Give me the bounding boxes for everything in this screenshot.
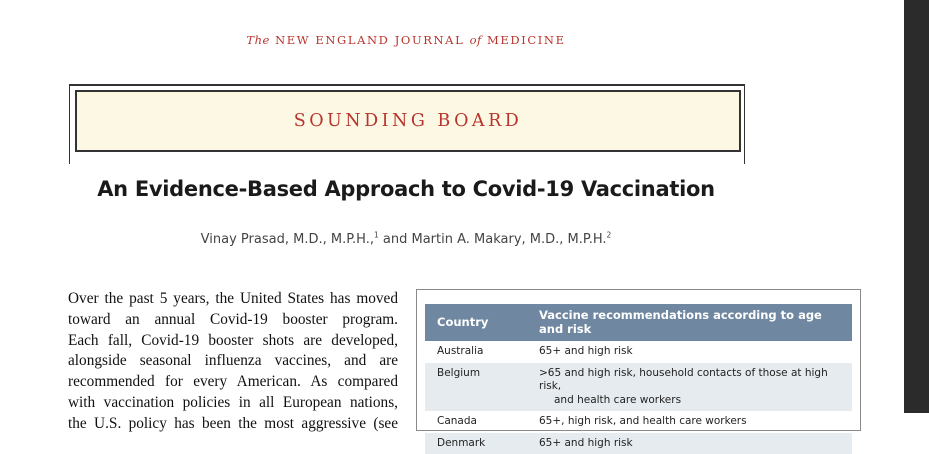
body-line: with vaccination policies in all European nations,	[68, 393, 398, 414]
journal-header	[0, 33, 812, 47]
cell-recommendation	[531, 411, 852, 433]
column-header-recommendations: Vaccine recommendations according to age and risk	[531, 304, 852, 341]
cell-recommendation	[531, 341, 852, 363]
body-line: recommended for every American. As compared	[68, 372, 398, 393]
body-line: Over the past 5 years, the United States has moved	[68, 289, 398, 310]
cell-recommendation	[531, 363, 852, 412]
viewer-scrollbar[interactable]	[904, 0, 929, 413]
author-connector: and	[383, 232, 407, 247]
journal-prefix: The	[246, 33, 269, 47]
body-line: the U.S. policy has been the most aggressive (see	[68, 414, 398, 435]
cell-country: Belgium	[425, 363, 531, 412]
recommendation-text: 65+ and high risk	[539, 345, 846, 359]
author-1: Vinay Prasad, M.D., M.P.H.,	[201, 232, 374, 247]
recommendation-text: >65 and high risk, household contacts of those at high risk,	[539, 367, 846, 394]
table-row	[425, 341, 852, 363]
section-banner-frame	[69, 84, 745, 164]
table-row	[425, 363, 852, 412]
author-2: Martin A. Makary, M.D., M.P.H.	[412, 232, 607, 247]
author-line	[0, 232, 812, 247]
table-frame	[416, 289, 861, 431]
body-line: toward an annual Covid-19 booster program.	[68, 310, 398, 331]
cell-country: Australia	[425, 341, 531, 363]
journal-of: of	[470, 33, 482, 47]
table-row	[425, 411, 852, 433]
author-2-affiliation: 2	[607, 231, 612, 240]
cell-country: Denmark	[425, 433, 531, 454]
cell-recommendation	[531, 433, 852, 454]
table-row	[425, 433, 852, 454]
section-banner	[75, 90, 741, 152]
journal-name-part2: MEDICINE	[487, 33, 566, 47]
body-line: Each fall, Covid-19 booster shots are developed,	[68, 331, 398, 352]
cell-country: Canada	[425, 411, 531, 433]
section-label: SOUNDING BOARD	[294, 111, 523, 131]
article-title: An Evidence-Based Approach to Covid-19 Vaccination	[0, 177, 812, 201]
author-1-affiliation: 1	[374, 231, 379, 240]
recommendation-text-continued: and health care workers	[539, 394, 846, 408]
body-paragraph	[68, 289, 398, 435]
column-header-country: Country	[425, 304, 531, 341]
table-header-row	[425, 304, 852, 341]
journal-name-part1: NEW ENGLAND JOURNAL	[275, 33, 464, 47]
recommendation-text: 65+ and high risk	[539, 437, 846, 451]
body-line: alongside seasonal influenza vaccines, and are	[68, 351, 398, 372]
vaccine-recommendations-table	[425, 304, 852, 454]
recommendation-text: 65+, high risk, and health care workers	[539, 415, 846, 429]
